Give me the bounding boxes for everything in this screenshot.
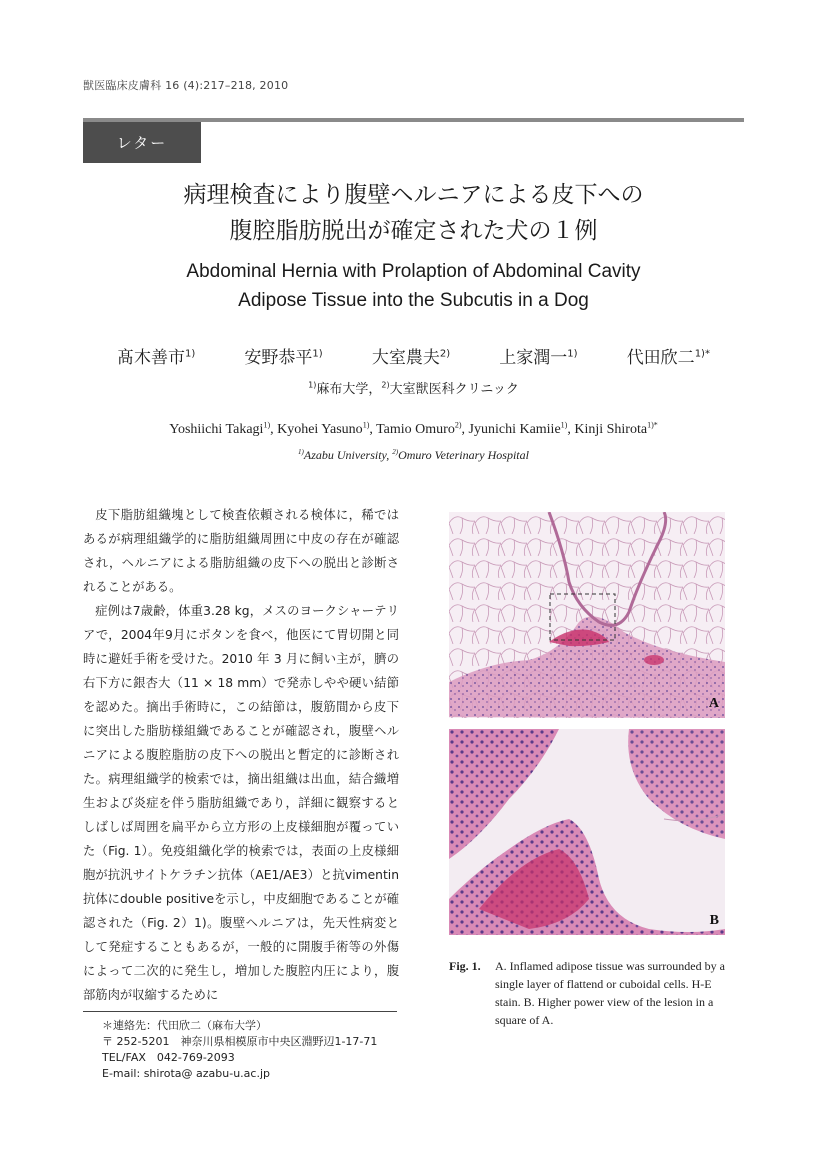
paragraph: 皮下脂肪組織塊として検査依頼される検体に，稀ではあるが病理組織学的に脂肪組織周囲に中皮の存在が確認され，ヘルニアによる脂肪組織の皮下への脱出と診断されることがある。 xyxy=(83,508,399,594)
footnote-rule xyxy=(83,1011,397,1012)
author-ja: 安野恭平$^{1)}$ xyxy=(244,348,323,368)
caption-label: Fig. 1. xyxy=(449,959,481,973)
figure-label-a: A xyxy=(708,696,719,711)
affiliations-ja: $^{1)}$麻布大学，$^{2)}$大室獣医科クリニック xyxy=(308,380,519,397)
title-en-line-1: Abdominal Hernia with Prolaption of Abdominal Cavity xyxy=(186,261,641,282)
author-en: Tamio Omuro$^{2)}$, xyxy=(376,420,469,437)
footnote-email: E-mail: shirota@ azabu-u.ac.jp xyxy=(102,1067,270,1080)
author-ja: 大室農夫$^{2)}$ xyxy=(371,348,451,368)
title-ja-line-1: 病理検査により腹壁ヘルニアによる皮下への xyxy=(183,182,644,208)
micrograph-a-image xyxy=(449,512,725,718)
affiliations-en: $^{1)}$Azabu University, $^{2)}$Omuro Veterinary Hospital xyxy=(298,448,529,462)
author-ja: 代田欣二$^{1)*}$ xyxy=(626,348,710,368)
author-ja: 髙木善市$^{1)}$ xyxy=(117,348,196,368)
author-ja: 上家潤一$^{1)}$ xyxy=(499,348,578,368)
footnote xyxy=(102,1018,377,1082)
figure-1b-micrograph xyxy=(449,729,725,935)
author-en: Jyunichi Kamiie$^{1)}$, xyxy=(468,420,575,437)
author-en: Kinji Shirota$^{1)*}$ xyxy=(574,420,658,437)
footnote-contact: ＊連絡先：代田欣二（麻布大学） xyxy=(102,1019,267,1032)
paragraph: 症例は7歳齢，体重3.28 kg，メスのヨークシャーテリアで，2004年9月にボタンを食べ，他医にて胃切開と同時に避妊手術を受けた。2010 年 3 月に飼い主が，臍の右下方に銀杏大（11 × 18 mm）で発赤しやや硬い結節を認めた。摘出手術時に，この結節は，腹筋間から皮下に突出した脂肪様組織であることが確認され，腹壁ヘルニアによる腹腔脂肪の皮下への脱出と暫定的に診断された。病理組織学的検索では，摘出組織は出血，結合織増生および炎症を伴う脂肪組織であり，詳細に観察するとしばしば周囲を扁平から立方形の上皮様細胞が覆っていた（Fig. 1）。免疫組織化学的検索では，表面の上皮様細胞が抗汎サイトケラチン抗体（AE1/AE3）と抗vimentin抗体にdouble positiveを示し，中皮細胞であることが確認された（Fig. 2）1)。腹壁ヘルニアは，先天性病変として発症することもあるが，一般的に開腹手術等の外傷によって二次的に発生し，増加した腹腔内圧により，腹部筋肉が収縮するために xyxy=(83,604,399,1002)
journal-citation: 獣医臨床皮膚科 16 (4):217–218, 2010 xyxy=(83,79,289,92)
figure-label-b: B xyxy=(709,913,719,928)
footnote-tel: TEL/FAX 042-769-2093 xyxy=(102,1051,235,1064)
authors-en xyxy=(83,420,744,438)
body-text xyxy=(83,503,399,1007)
title-ja-line-2: 腹腔脂肪脱出が確定された犬の１例 xyxy=(229,218,598,244)
author-en: Kyohei Yasuno$^{1)}$, xyxy=(277,420,377,437)
figure-1a-micrograph xyxy=(449,512,725,718)
section-tag: レター xyxy=(83,122,201,163)
caption-text: A. Inflamed adipose tissue was surrounded by a single layer of flattend or cuboidal cells. H-E stain. B. Higher power view of the lesion in a square of A. xyxy=(495,959,725,1027)
figure-caption xyxy=(449,957,729,1029)
footnote-address: 〒 252-5201 神奈川県相模原市中央区淵野辺1-17-71 xyxy=(102,1035,378,1048)
micrograph-b-image xyxy=(449,729,725,935)
authors-ja xyxy=(83,343,744,368)
title-en-line-2: Adipose Tissue into the Subcutis in a Dog xyxy=(238,290,589,311)
author-en: Yoshiichi Takagi$^{1)}$, xyxy=(169,420,278,437)
